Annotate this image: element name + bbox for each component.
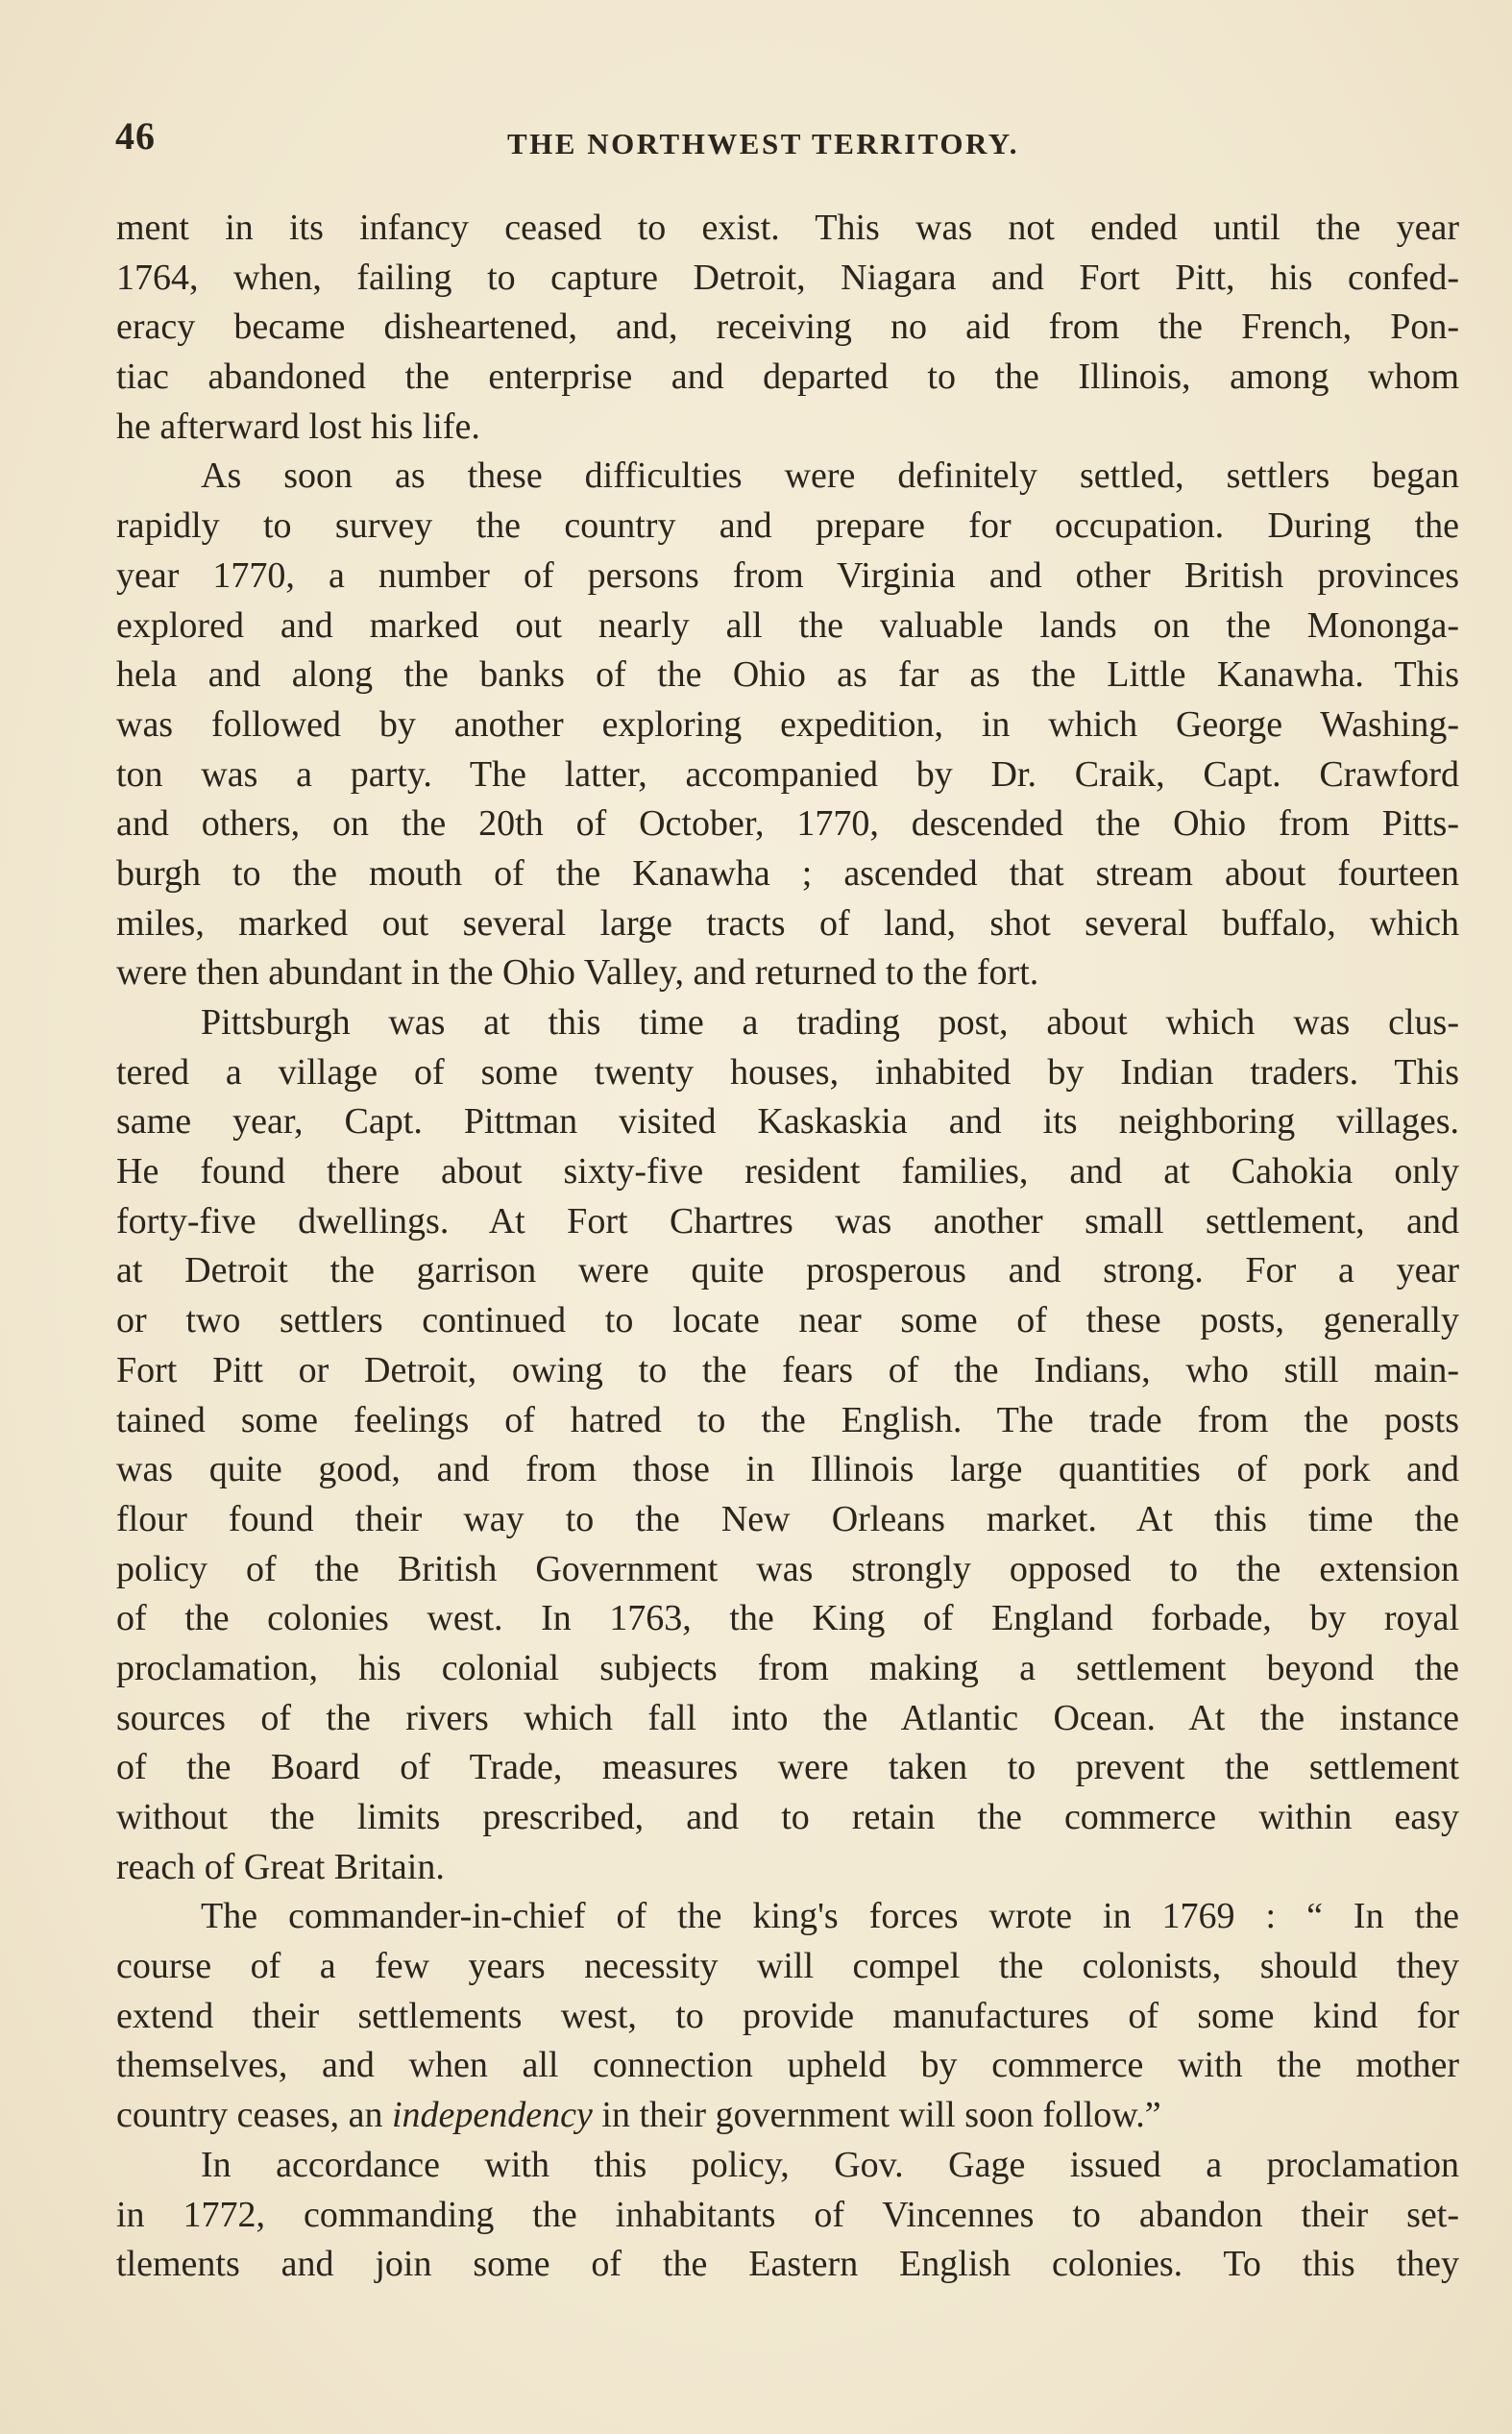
text-line: Fort Pitt or Detroit, owing to the fears of the Indians, who still main- [116, 1349, 1459, 1390]
text-line: in 1772, commanding the inhabitants of Vincennes to abandon their set- [116, 2194, 1459, 2235]
text-line: extend their settlements west, to provide manufactures of some kind for [116, 1995, 1459, 2036]
text-line: policy of the British Government was strongly opposed to the extension [116, 1548, 1459, 1589]
text-line: rapidly to survey the country and prepare for occupation. During the [116, 505, 1459, 547]
text-line: of the colonies west. In 1763, the King of England forbade, by royal [116, 1598, 1459, 1639]
text-line: tained some feelings of hatred to the English. The trade from the posts [116, 1399, 1459, 1440]
text-line: were then abundant in the Ohio Valley, and returned to the fort. [116, 952, 1039, 994]
text-line: miles, marked out several large tracts of land, shot several buffalo, which [116, 902, 1459, 944]
text-line: was followed by another exploring expedition, in which George Washing- [116, 703, 1459, 745]
text-line: without the limits prescribed, and to retain the commerce within easy [116, 1797, 1459, 1837]
page-number: 46 [115, 114, 156, 158]
text-line: year 1770, a number of persons from Virginia and other British provinces [116, 554, 1459, 596]
text-line: same year, Capt. Pittman visited Kaskaskia and its neighboring villages. [116, 1101, 1459, 1143]
text-line: course of a few years necessity will compel the colonists, should they [116, 1946, 1459, 1987]
text-line: explored and marked out nearly all the valuable lands on the Mononga- [116, 604, 1459, 646]
text-line: As soon as these difficulties were definitely settled, settlers began [201, 455, 1459, 497]
text-line: He found there about sixty-five resident families, and at Cahokia only [116, 1151, 1459, 1192]
text-line: The commander-in-chief of the king's forces wrote in 1769 : “ In the [201, 1896, 1459, 1937]
text-line: country ceases, an independency in their government will soon follow.” [116, 2095, 1161, 2136]
text-line: was quite good, and from those in Illinois large quantities of pork and [116, 1449, 1459, 1490]
text-line: hela and along the banks of the Ohio as far as the Little Kanawha. This [116, 654, 1459, 696]
text-line: themselves, and when all connection upheld by commerce with the mother [116, 2045, 1459, 2086]
text-line: eracy became disheartened, and, receiving no aid from the French, Pon- [116, 307, 1459, 348]
text-line: In accordance with this policy, Gov. Gage issued a proclamation [201, 2144, 1459, 2185]
text-line: forty-five dwellings. At Fort Chartres was another small settlement, and [116, 1200, 1459, 1242]
text-line: at Detroit the garrison were quite prosperous and strong. For a year [116, 1250, 1459, 1291]
text-line: or two settlers continued to locate near some of these posts, generally [116, 1300, 1459, 1341]
text-line: he afterward lost his life. [116, 406, 480, 447]
text-line: 1764, when, failing to capture Detroit, Niagara and Fort Pitt, his confed- [116, 257, 1459, 298]
running-head: THE NORTHWEST TERRITORY. [507, 127, 1020, 160]
text-line: tlements and join some of the Eastern English colonies. To this they [116, 2244, 1459, 2285]
text-line: sources of the rivers which fall into the Atlantic Ocean. At the instance [116, 1697, 1459, 1738]
text-line: proclamation, his colonial subjects from making a settlement beyond the [116, 1647, 1459, 1688]
text-line: tiac abandoned the enterprise and departed to the Illinois, among whom [116, 356, 1459, 398]
body-text [116, 204, 1459, 2290]
text-line: of the Board of Trade, measures were taken to prevent the settlement [116, 1747, 1459, 1788]
text-line: ton was a party. The latter, accompanied by Dr. Craik, Capt. Crawford [116, 753, 1459, 795]
text-line: ment in its infancy ceased to exist. This was not ended until the year [116, 208, 1459, 248]
page-header [115, 113, 1460, 171]
text-line: Pittsburgh was at this time a trading post, about which was clus- [201, 1002, 1459, 1043]
text-line: burgh to the mouth of the Kanawha ; ascended that stream about fourteen [116, 852, 1459, 894]
text-line: tered a village of some twenty houses, inhabited by Indian traders. This [116, 1051, 1459, 1093]
text-line: flour found their way to the New Orleans market. At this time the [116, 1498, 1459, 1539]
text-line: reach of Great Britain. [116, 1846, 445, 1887]
text-line: and others, on the 20th of October, 1770, descended the Ohio from Pitts- [116, 803, 1459, 845]
